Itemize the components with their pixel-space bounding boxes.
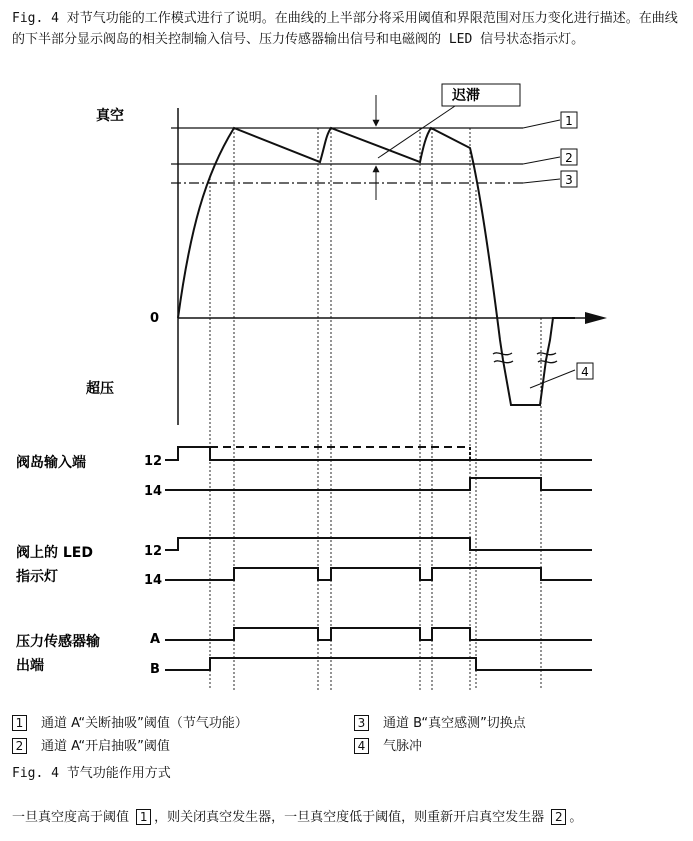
legend-number-3: 3 (354, 715, 369, 731)
legend-item-4 (354, 735, 422, 754)
led-level-12: 12 (144, 544, 163, 559)
sensor-label-line2: 出端 (16, 658, 44, 674)
legend-number-4: 4 (354, 738, 369, 754)
sensor-level-b: B (150, 662, 160, 677)
legend-number-2: 2 (12, 738, 27, 754)
note-ref-1: 1 (136, 809, 151, 825)
legend-text-1: 通道 A“关断抽吸”阈值（节气功能） (41, 716, 248, 731)
overpressure-label: 超压 (86, 381, 114, 397)
sensor-level-a: A (150, 632, 161, 647)
sensor-label-line1: 压力传感器输 (16, 634, 100, 650)
callout-leader-3 (523, 179, 560, 183)
callout-1: 1 (565, 114, 573, 128)
callout-2: 2 (565, 151, 573, 165)
led-level-14: 14 (144, 573, 163, 588)
zero-label: 0 (150, 311, 160, 326)
callout-leader-4 (530, 370, 575, 388)
note-part-2: ，则关闭真空发生器，一旦真空度低于阈值，则重新开启真空发生器 (154, 810, 545, 825)
led-14-signal (165, 568, 592, 580)
legend-text-4: 气脉冲 (383, 739, 423, 754)
vacuum-label: 真空 (96, 108, 124, 124)
valve-input-level-14: 14 (144, 484, 163, 499)
explanation-note (12, 806, 582, 825)
valve-input-label: 阀岛输入端 (16, 455, 86, 471)
legend-number-1: 1 (12, 715, 27, 731)
callout-4: 4 (581, 365, 589, 379)
valve-input-level-12: 12 (144, 454, 163, 469)
hysteresis-label: 迟滞 (452, 88, 480, 104)
legend-text-2: 通道 A“开启抽吸”阈值 (41, 739, 170, 754)
note-ref-2: 2 (551, 809, 566, 825)
sensor-b-signal (165, 658, 592, 670)
callout-leader-2 (523, 157, 560, 164)
note-part-3: 。 (569, 810, 583, 825)
valve-input-12-signal (165, 447, 592, 460)
legend-text-3: 通道 B“真空感测”切换点 (383, 716, 526, 731)
valve-input-14-signal (165, 478, 592, 490)
x-axis-arrowhead (585, 312, 607, 324)
callout-leader-1 (523, 120, 560, 128)
led-label-line1: 阀上的 LED (16, 545, 93, 561)
led-12-signal (165, 538, 592, 550)
legend-item-3 (354, 712, 526, 731)
intro-paragraph: Fig. 4 对节气功能的工作模式进行了说明。在曲线的上半部分将采用阈值和界限范围对压力变化进行描述。在曲线的下半部分显示阀岛的相关控制输入信号、压力传感器输出信号和电磁阀的 LED 信号状态指示灯。 (12, 11, 678, 47)
led-label-line2: 指示灯 (16, 569, 58, 585)
legend-item-2 (12, 735, 170, 754)
timing-guides (210, 128, 541, 690)
note-part-1: 一旦真空度高于阈值 (12, 810, 130, 825)
legend-item-1 (12, 712, 248, 731)
callout-3: 3 (565, 173, 573, 187)
figure-caption: Fig. 4 节气功能作用方式 (12, 766, 171, 781)
sensor-a-signal (165, 628, 592, 640)
